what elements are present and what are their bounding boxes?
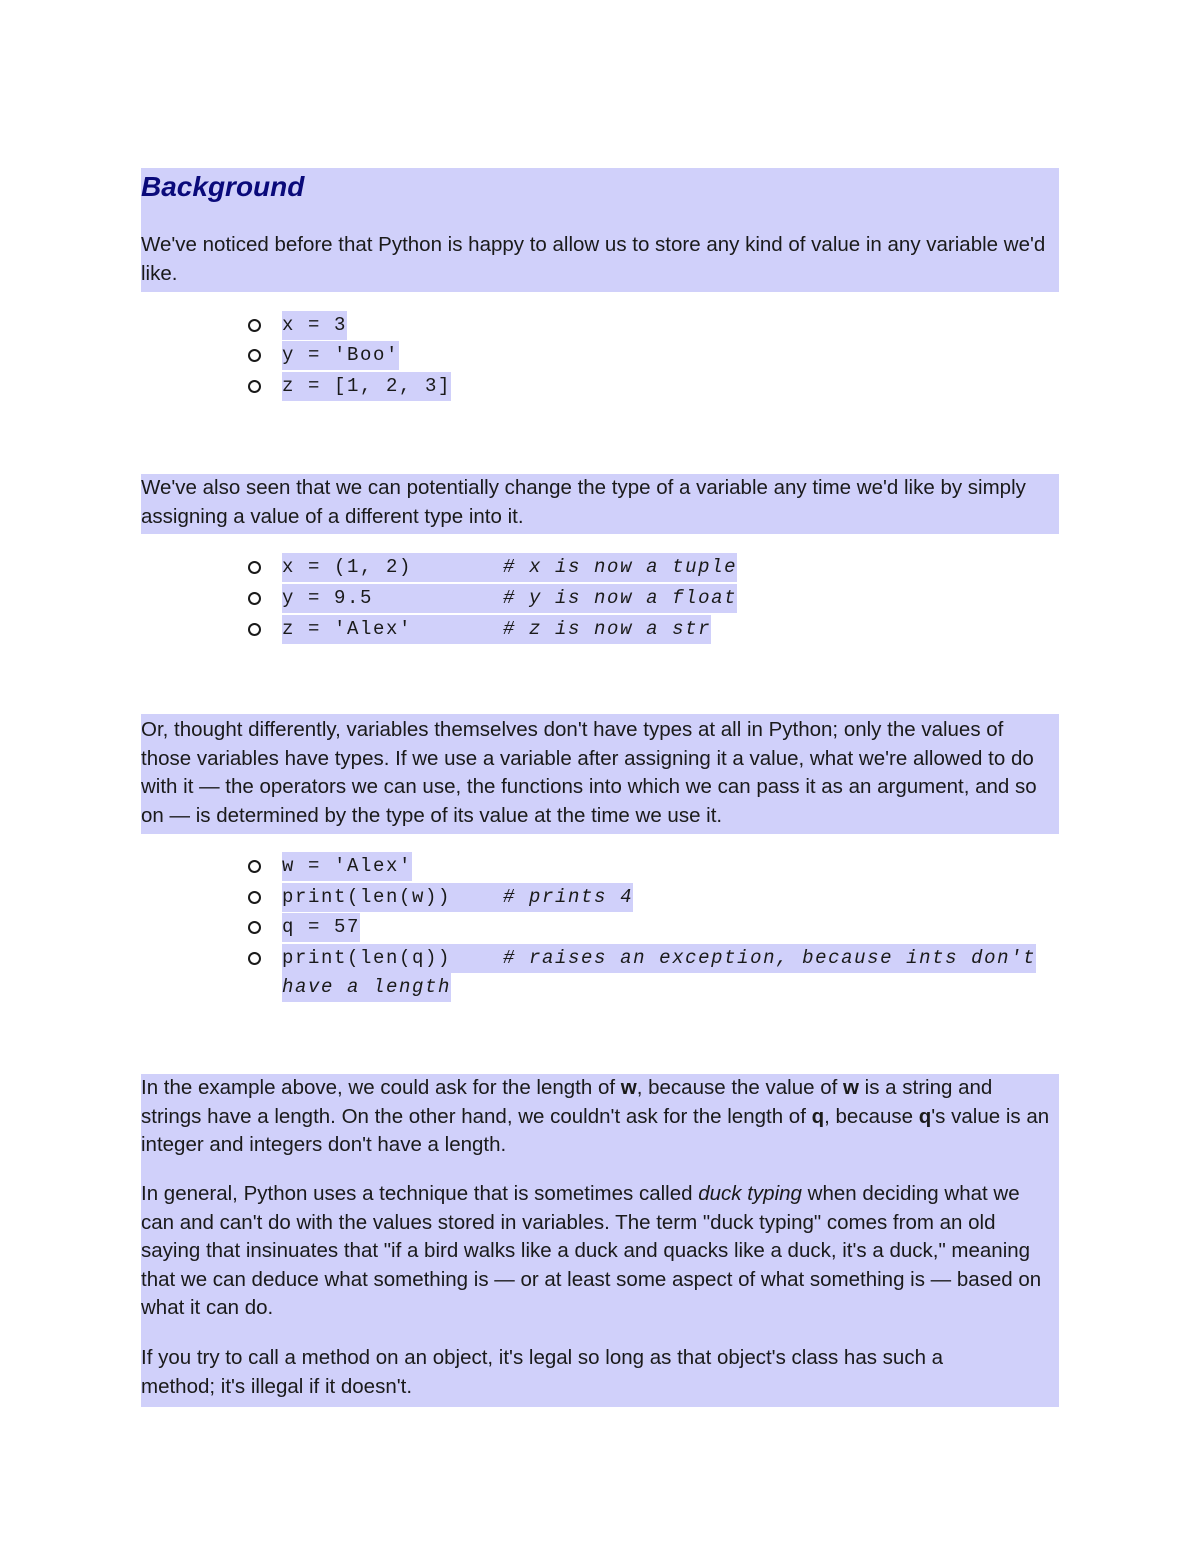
variable-q: q — [918, 1104, 932, 1128]
code-line — [282, 615, 711, 644]
page-title: Background — [141, 171, 305, 202]
variable-w: w — [620, 1076, 637, 1099]
bullet-icon — [248, 319, 261, 332]
code-line — [282, 372, 451, 401]
duck-typing-section — [141, 1074, 1059, 1407]
code-line — [282, 913, 360, 942]
paragraph-2: We've also seen that we can potentially change the type of a variable any time we'd like by simply assigning a value of a different type into it. — [141, 476, 1026, 528]
text-span: 's value is an integer and integers don't have a length. — [141, 1104, 1050, 1156]
code-line-continuation — [282, 973, 451, 1002]
duck-typing-term: duck typing — [698, 1182, 802, 1205]
code-comment: # raises an exception, because ints don't — [503, 947, 1037, 969]
bullet-icon — [248, 380, 261, 393]
types-of-values-section — [141, 714, 1059, 834]
code-line — [282, 584, 737, 613]
code-comment: # x is now a tuple — [503, 556, 738, 578]
code-text: w = 'Alex' — [282, 855, 413, 877]
code-text: x = (1, 2) — [282, 556, 504, 578]
code-comment: # prints 4 — [503, 886, 634, 908]
code-text: x = 3 — [282, 314, 348, 336]
variable-q: q — [811, 1104, 825, 1128]
code-text: print(len(q)) — [282, 947, 504, 969]
code-line — [282, 944, 1036, 973]
paragraph-4c: If you try to call a method on an object, it's legal so long as that object's class has such a method; it's illegal if it doesn't. — [141, 1346, 944, 1398]
bullet-icon — [248, 860, 261, 873]
code-comment: # y is now a float — [503, 587, 738, 609]
code-text: y = 9.5 — [282, 587, 504, 609]
bullet-icon — [248, 561, 261, 574]
code-line — [282, 553, 737, 582]
background-intro-section — [141, 168, 1059, 292]
code-line — [282, 341, 399, 370]
bullet-icon — [248, 349, 261, 362]
paragraph-4b — [141, 1180, 1057, 1323]
code-comment: # z is now a str — [503, 618, 712, 640]
code-line — [282, 311, 347, 340]
code-text: q = 57 — [282, 916, 361, 938]
bullet-icon — [248, 592, 261, 605]
code-text: print(len(w)) — [282, 886, 504, 908]
intro-paragraph: We've noticed before that Python is happy to allow us to store any kind of value in any variable we'd like. — [141, 233, 1046, 285]
paragraph-3: Or, thought differently, variables themselves don't have types at all in Python; only the values of those variables have types. If we use a variable after assigning it a value, what we're allowed to do with it — the operators we can use, the functions into which we can pass it as an argument, and so on — is determined by the type of its value at the time we use it. — [141, 718, 1037, 827]
code-text: z = [1, 2, 3] — [282, 375, 452, 397]
text-span: when deciding what we can and can't do with the values stored in variables. The term "duck typing" comes from an old saying that insinuates that "if a bird walks like a duck and quacks like a duck, it's a duck," meaning that we can deduce what something is — or at least some aspect of what something is — based on what it can do. — [141, 1182, 1042, 1319]
paragraph-4a — [141, 1074, 1051, 1160]
bullet-icon — [248, 623, 261, 636]
text-span: , because the value of — [636, 1076, 844, 1099]
text-span: is a string and strings have a length. On the other hand, we couldn't ask for the length of — [141, 1076, 993, 1128]
code-line — [282, 883, 633, 912]
text-span: , because — [824, 1104, 919, 1128]
bullet-icon — [248, 891, 261, 904]
code-text: z = 'Alex' — [282, 618, 504, 640]
text-span: In the example above, we could ask for the length of — [141, 1076, 621, 1099]
code-text: y = 'Boo' — [282, 344, 400, 366]
code-line — [282, 852, 412, 881]
text-span: In general, Python uses a technique that is sometimes called — [141, 1182, 699, 1205]
reassignment-section — [141, 474, 1059, 534]
bullet-icon — [248, 921, 261, 934]
bullet-icon — [248, 952, 261, 965]
code-comment: have a length — [282, 976, 452, 998]
variable-w: w — [843, 1076, 859, 1099]
